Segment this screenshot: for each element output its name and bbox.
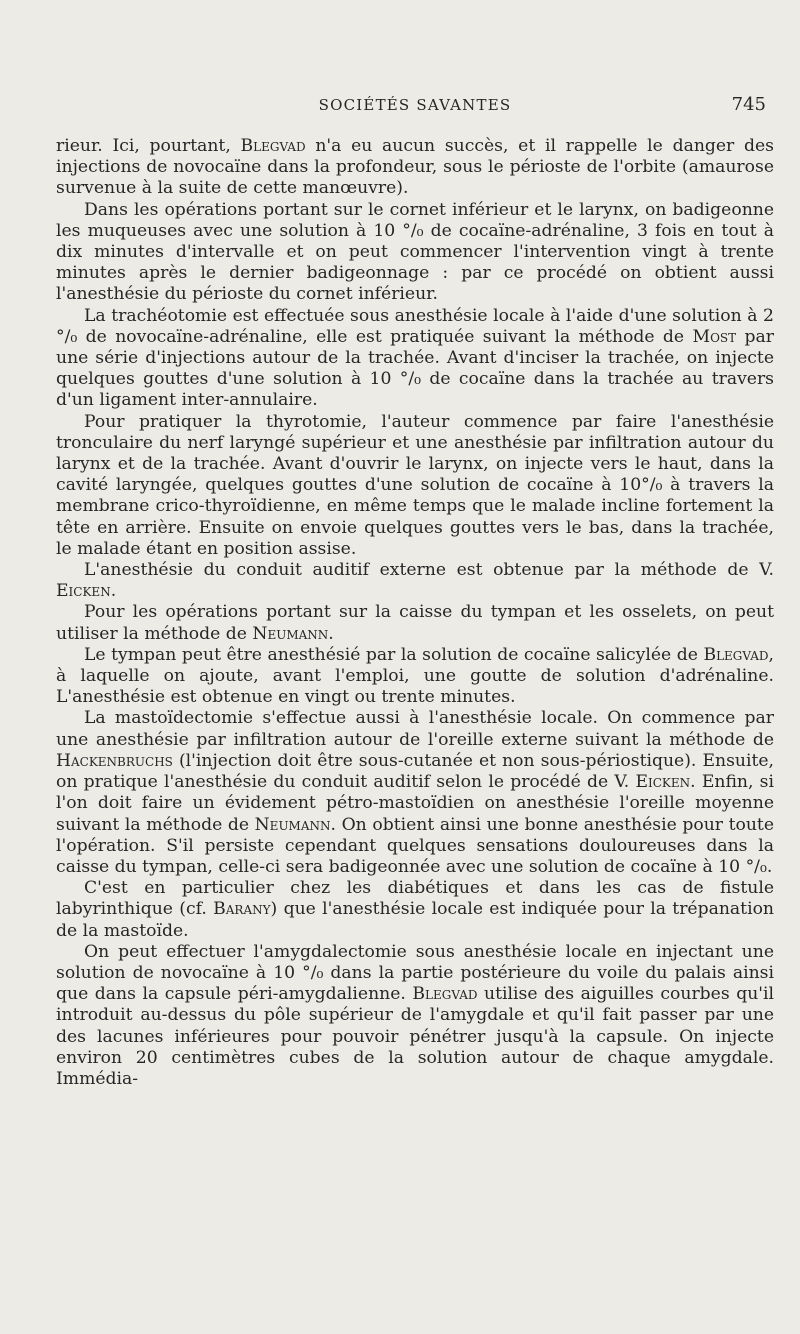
author-name: Most xyxy=(692,326,737,347)
paragraph xyxy=(56,602,774,644)
running-head: SOCIÉTÉS SAVANTES xyxy=(318,96,512,114)
text-run: On peut effectuer l'amygdalectomie sous anesthésie locale en injectant une solution de novocaïne à 10 °/₀ dans la partie postérieure du voile du palais ainsi que dans la capsule péri-amygdalienne. xyxy=(56,941,774,1005)
text-run: Pour pratiquer la thyrotomie, l'auteur commence par faire l'anesthésie tronculaire du nerf laryngé supérieur et une anesthésie par infiltration autour du larynx et de la trachée. Avant d'ouvrir le larynx, on injecte vers le haut, dans la cavité laryngée, quelques gouttes d'une solution de cocaïne à 10°/₀ à travers la membrane crico-thyroïdienne, en même temps que le malade incline fortement la tête en arrière. Ensuite on envoie quelques gouttes vers le bas, dans la trachée, le malade étant en position assise. xyxy=(56,411,774,559)
author-name: Blegvad xyxy=(703,644,769,665)
author-name: Eicken xyxy=(56,581,111,602)
article-body xyxy=(56,136,774,1090)
paragraph xyxy=(56,412,774,560)
text-run: . On obtient ainsi une bonne anesthésie pour toute l'opération. S'il persiste cependant quelques sensations douloureuses dans la caisse du tympan, celle-ci sera badigeonnée avec une solution de cocaïne à 10 °/₀. xyxy=(56,814,774,877)
author-name: Blegvad xyxy=(412,984,478,1005)
author-name: Neumann xyxy=(254,814,331,835)
paragraph xyxy=(56,306,774,412)
paragraph xyxy=(56,136,774,200)
text-run: . xyxy=(328,623,334,644)
text-run: rieur. Ici, pourtant, xyxy=(56,136,241,156)
author-name: Blegvad xyxy=(240,136,306,156)
text-run: La trachéotomie est effectuée sous anesthésie locale à l'aide d'une solution à 2 °/₀ de novocaïne-adrénaline, elle est pratiquée suivant la méthode de xyxy=(56,305,774,347)
text-run: utilise des aiguilles courbes qu'il introduit au-dessus du pôle supérieur de l'amygdale et qu'il fait passer par une des lacunes inférieures pour pouvoir pénétrer jusqu'à la capsule. On injecte environ 20 centimètres cubes de la solution autour de chaque amygdale. Immédia- xyxy=(56,984,774,1089)
page-number: 745 xyxy=(731,94,766,115)
text-run: . xyxy=(110,581,117,602)
text-run: L'anesthésie du conduit auditif externe est obtenue par la méthode de V. xyxy=(84,560,774,581)
paragraph xyxy=(56,645,774,709)
paragraph xyxy=(56,560,774,602)
text-run: . Enfin, si l'on doit faire un évidement pétro-mastoïdien on anesthésie l'oreille moyenne suivant la méthode de xyxy=(56,772,774,835)
text-run: n'a eu aucun succès, et il rappelle le danger des injections de novocaïne dans la profondeur, sous le périoste de l'orbite (amaurose survenue à la suite de cette manœuvre). xyxy=(56,136,774,199)
text-run: ) que l'anesthésie locale est indiquée pour la trépanation de la mastoïde. xyxy=(56,899,774,941)
text-run: Pour les opérations portant sur la caisse du tympan et les osselets, on peut utiliser la méthode de xyxy=(56,602,774,644)
paragraph xyxy=(56,942,774,1090)
paragraph xyxy=(56,200,774,306)
page-header xyxy=(56,96,774,126)
text-run: Dans les opérations portant sur le cornet inférieur et le larynx, on badigeonne les muqueuses avec une solution à 10 °/₀ de cocaïne-adrénaline, 3 fois en tout à dix minutes d'intervalle et on peut commencer l'intervention vingt à trente minutes après le dernier badigeonnage : par ce procédé on obtient aussi l'anesthésie du périoste du cornet inférieur. xyxy=(56,199,774,305)
text-run: Le tympan peut être anesthésié par la solution de cocaïne salicylée de xyxy=(84,644,704,665)
paragraph xyxy=(56,878,774,942)
author-name: Neumann xyxy=(252,623,329,644)
text-run: (l'injection doit être sous-cutanée et non sous-périostique). Ensuite, on pratique l'anesthésie du conduit auditif selon le procédé de V. xyxy=(56,750,774,793)
author-name: Hackenbruchs xyxy=(56,750,173,771)
author-name: Eicken xyxy=(635,772,691,793)
paragraph xyxy=(56,708,774,878)
text-run: C'est en particulier chez les diabétiques et dans les cas de fistule labyrinthique (cf. xyxy=(56,878,774,920)
author-name: Barany xyxy=(213,899,271,920)
text-run: , à laquelle on ajoute, avant l'emploi, une goutte de solution d'adrénaline. L'anesthésie est obtenue en vingt ou trente minutes. xyxy=(56,644,774,708)
text-run: La mastoïdectomie s'effectue aussi à l'anesthésie locale. On commence par une anesthésie par infiltration autour de l'oreille externe suivant la méthode de xyxy=(56,708,774,750)
text-run: par une série d'injections autour de la trachée. Avant d'inciser la trachée, on injecte quelques gouttes d'une solution à 10 °/₀ de cocaïne dans la trachée au travers d'un ligament inter-annulaire. xyxy=(56,326,774,411)
